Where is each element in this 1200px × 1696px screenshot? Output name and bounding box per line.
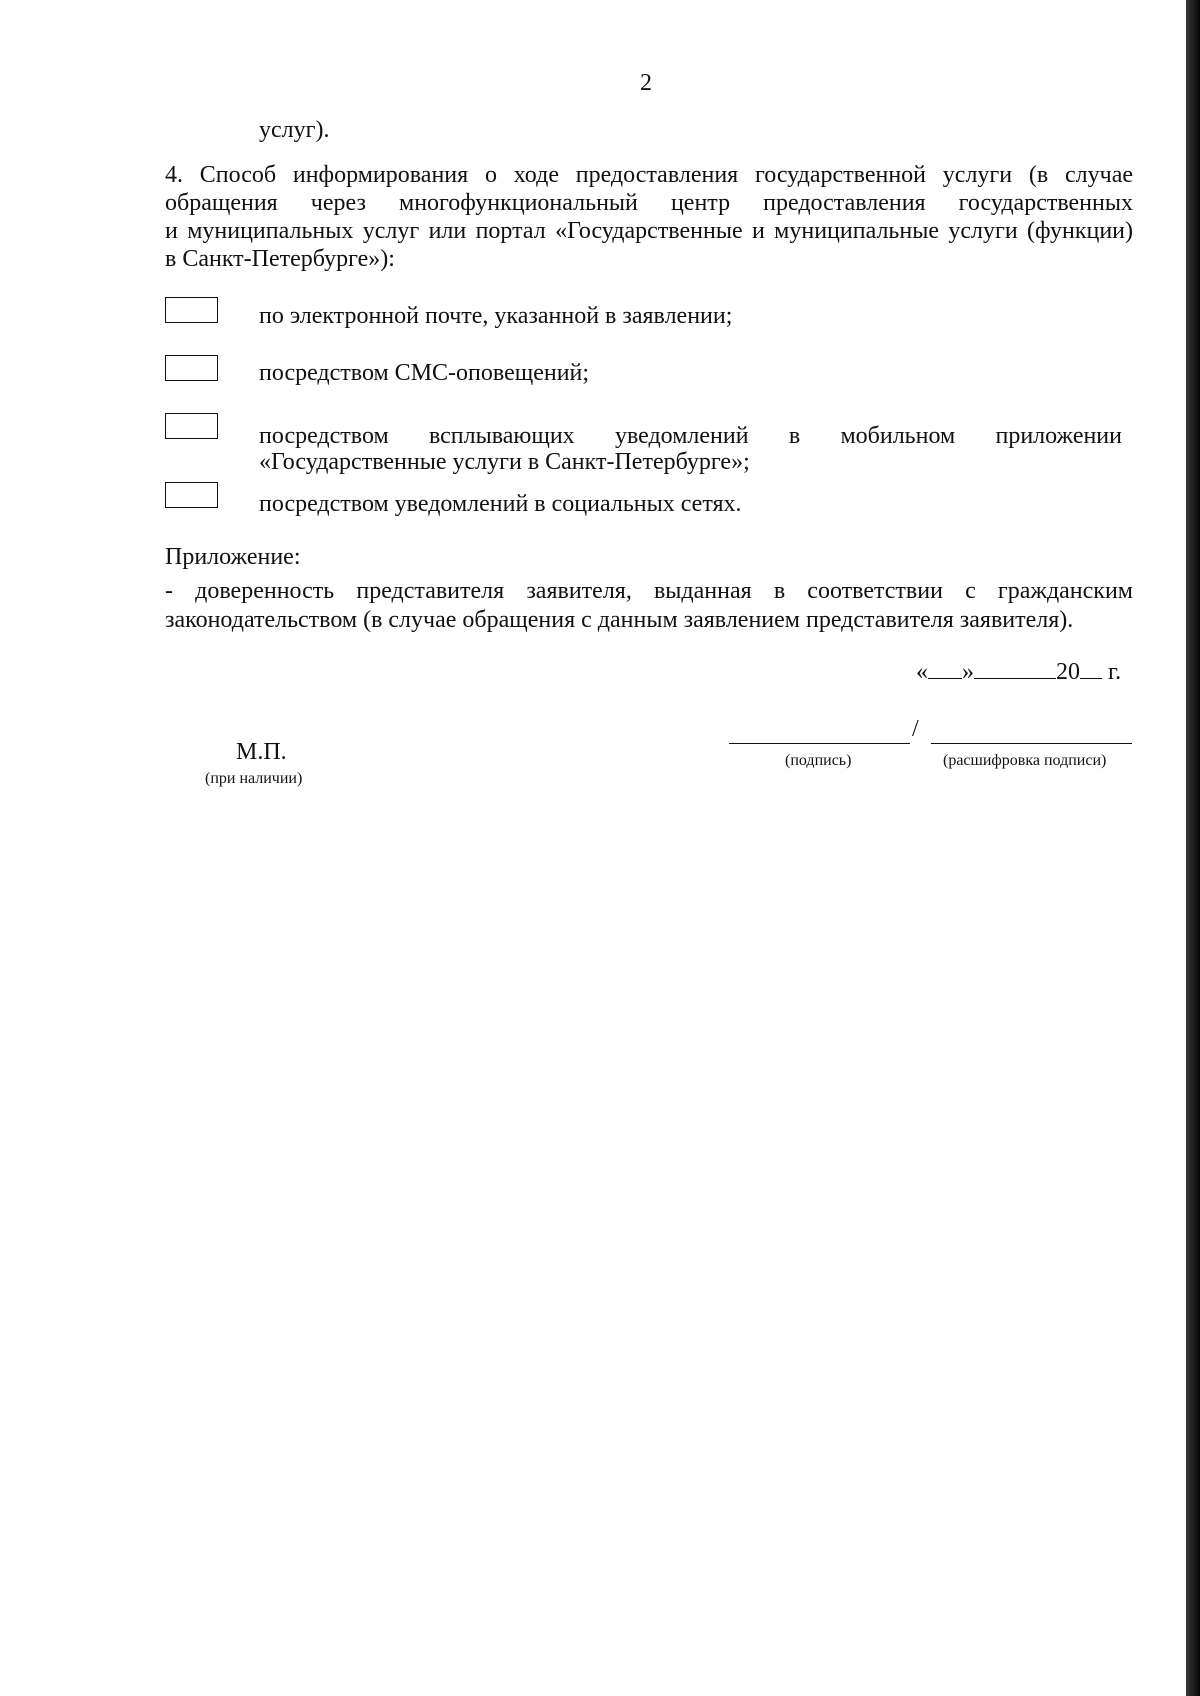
section-4-line-3: и муниципальных услуг или портал «Государственные и муниципальные услуги (функции) xyxy=(165,218,1133,244)
signature-label: (подпись) xyxy=(785,752,852,769)
signature-decode-label: (расшифровка подписи) xyxy=(943,752,1107,769)
section-4-line-1: 4. Способ информирования о ходе предоставления государственной услуги (в случае xyxy=(165,162,1133,188)
stamp-label: М.П. xyxy=(236,739,287,765)
attachment-line-1: - доверенность представителя заявителя, выданная в соответствии с гражданским xyxy=(165,578,1133,604)
signature-decode-line[interactable] xyxy=(931,743,1132,744)
option-sms-label: посредством СМС-оповещений; xyxy=(259,360,590,386)
year-suffix: г. xyxy=(1108,659,1122,685)
attachment-heading: Приложение: xyxy=(165,544,301,570)
scan-page-edge xyxy=(1186,0,1200,1696)
attachment-line-2: законодательством (в случае обращения с данным заявлением представителя заявителя). xyxy=(165,607,1074,633)
continuation-text: услуг). xyxy=(259,117,330,143)
signature-line[interactable] xyxy=(729,743,910,744)
checkbox-email[interactable] xyxy=(165,297,218,323)
checkbox-push[interactable] xyxy=(165,413,218,439)
year-blank[interactable] xyxy=(1080,660,1102,679)
section-4-line-2: обращения через многофункциональный центр предоставления государственных xyxy=(165,190,1133,216)
checkbox-sms[interactable] xyxy=(165,355,218,381)
month-blank[interactable] xyxy=(974,660,1056,679)
option-social-label: посредством уведомлений в социальных сетях. xyxy=(259,491,742,517)
page-number: 2 xyxy=(640,70,652,96)
checkbox-social[interactable] xyxy=(165,482,218,508)
option-push-label-line-2: «Государственные услуги в Санкт-Петербурге»; xyxy=(259,449,750,475)
section-4-line-4: в Санкт-Петербурге»): xyxy=(165,246,395,272)
date-close-quote: » xyxy=(962,659,974,685)
option-push-label-line-1: посредством всплывающих уведомлений в мобильном приложении xyxy=(259,423,1122,449)
option-email-label: по электронной почте, указанной в заявлении; xyxy=(259,303,733,329)
signature-slash: / xyxy=(912,716,919,742)
date-open-quote: « xyxy=(916,659,928,685)
stamp-note: (при наличии) xyxy=(205,770,303,787)
year-prefix: 20 xyxy=(1056,659,1080,685)
day-blank[interactable] xyxy=(928,660,962,679)
date-field xyxy=(916,659,1121,686)
